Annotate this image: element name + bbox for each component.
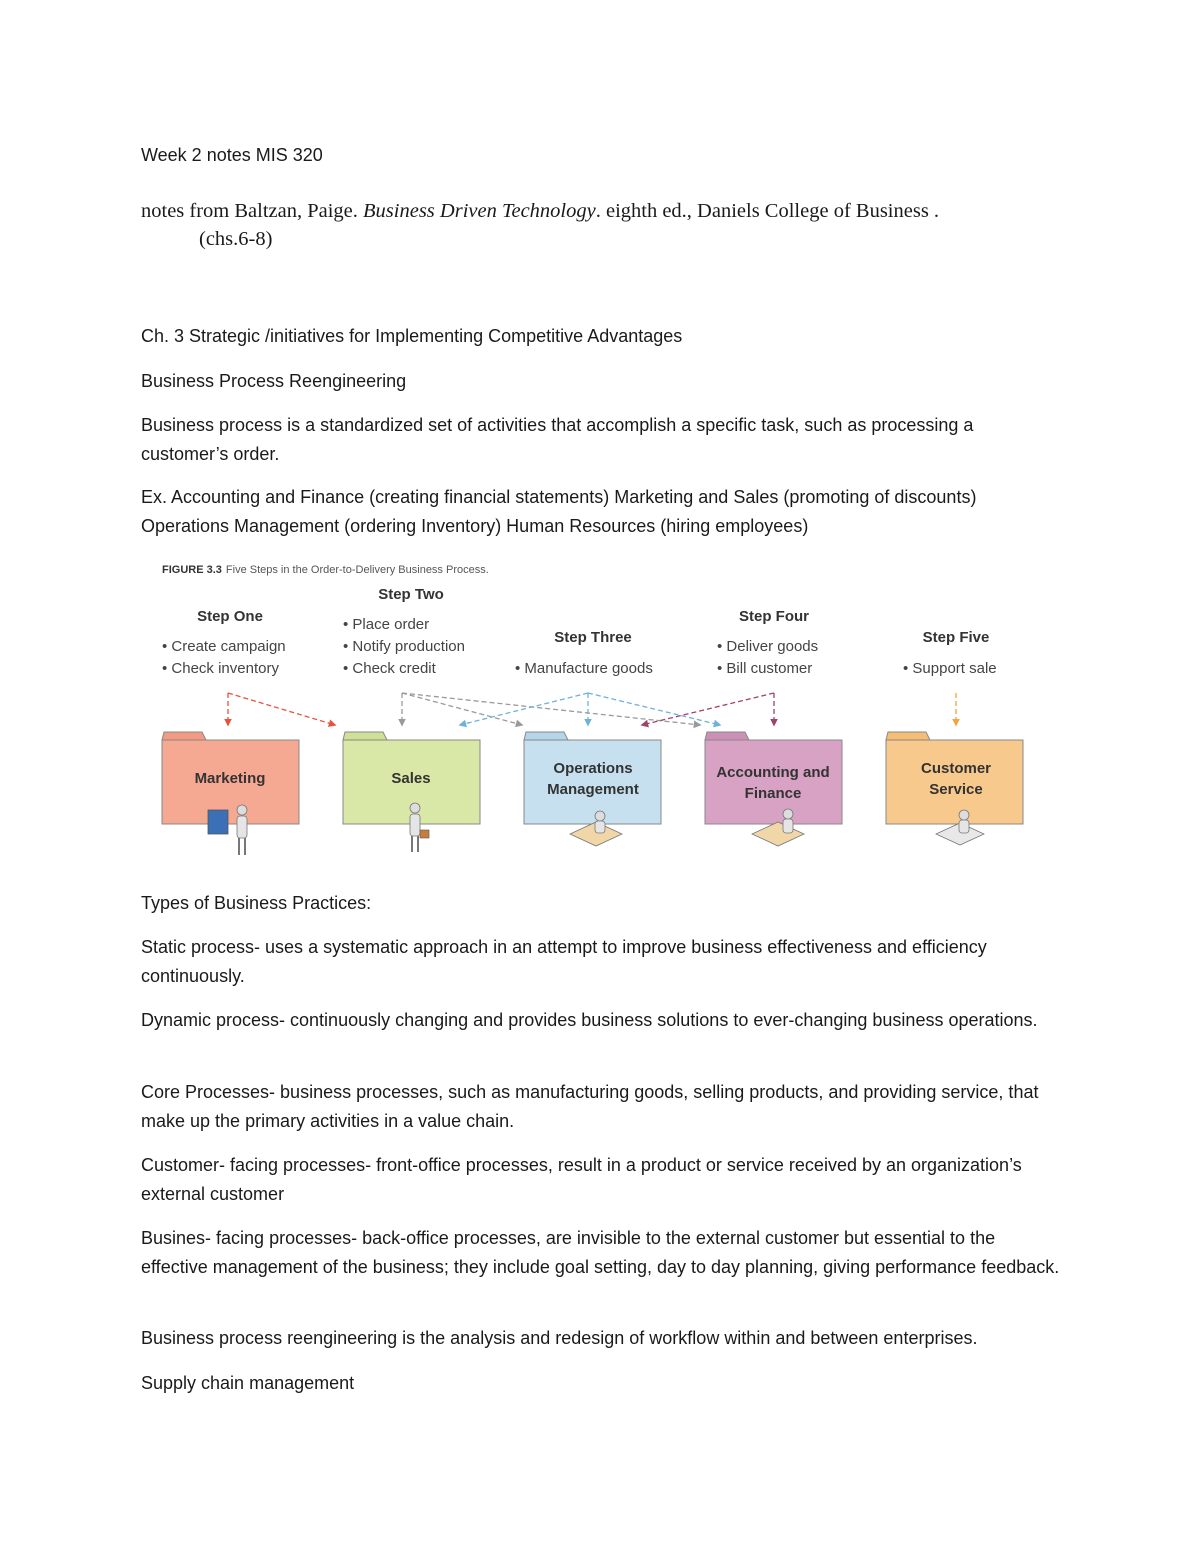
type-core-processes: Core Processes- business processes, such as manufacturing goods, selling products, and providing service, that make up the primary activities in a value chain. — [141, 1082, 1039, 1131]
arrow-step-four-to-operations — [642, 693, 774, 725]
citation-book-title: Business Driven Technology — [363, 200, 596, 222]
arrow-step-three-to-sales — [460, 693, 588, 725]
type-customer-facing-processes: Customer- facing processes- front-office processes, result in a product or service received by an organization’s external customer — [141, 1155, 1022, 1204]
arrow-step-one-to-sales — [228, 693, 335, 725]
citation — [141, 197, 1071, 253]
doc-heading: Week 2 notes MIS 320 — [141, 145, 323, 165]
bpr-definition: Business process reengineering is the analysis and redesign of workflow within and between enterprises. — [141, 1328, 978, 1348]
folder-marketing — [162, 732, 299, 855]
folder-accounting-label-line1: Accounting and — [716, 764, 830, 781]
step-three-bullet: • Manufacture goods — [515, 660, 653, 677]
step-five-title: Step Five — [922, 629, 990, 646]
step-three-title: Step Three — [554, 629, 632, 646]
step-two-bullet: • Notify production — [343, 638, 465, 655]
chapter-title: Ch. 3 Strategic /initiatives for Implementing Competitive Advantages — [141, 326, 683, 346]
step-four-bullet: • Deliver goods — [717, 638, 819, 655]
type-business-facing-processes: Busines- facing processes- back-office processes, are invisible to the external customer but essential to the effective management of the business; they include goal setting, day to day planning, giving performance feedback. — [141, 1228, 1060, 1277]
citation-prefix: notes from Baltzan, Paige. — [141, 200, 364, 222]
figure-caption — [162, 564, 489, 576]
citation-chapters: (chs.6-8) — [199, 228, 273, 250]
folder-customer-service-label-line2: Service — [929, 781, 983, 798]
folder-sales-label: Sales — [391, 770, 431, 787]
step-four-title: Step Four — [739, 608, 809, 625]
citation-suffix: . eighth ed., Daniels College of Business . — [595, 200, 940, 222]
figure-label: FIGURE 3.3 — [162, 564, 222, 576]
type-dynamic-process: Dynamic process- continuously changing and provides business solutions to ever-changing business operations. — [141, 1010, 1038, 1030]
arrow-step-two-to-accounting — [402, 693, 700, 725]
folder-operations-label-line1: Operations — [553, 760, 633, 777]
step-four-bullet: • Bill customer — [717, 660, 813, 677]
step-one-bullet: • Create campaign — [162, 638, 286, 655]
examples-paragraph: Ex. Accounting and Finance (creating financial statements) Marketing and Sales (promoting of discounts) Operations Management (ordering Inventory) Human Resources (hiring employees) — [141, 487, 977, 536]
type-static-process: Static process- uses a systematic approach in an attempt to improve business effectiveness and efficiency continuously. — [141, 937, 987, 986]
person-icon — [208, 805, 247, 855]
arrow-step-three-to-accounting — [588, 693, 720, 725]
section-title: Business Process Reengineering — [141, 371, 407, 391]
folder-marketing-label: Marketing — [194, 770, 266, 787]
definition-paragraph: Business process is a standardized set of activities that accomplish a specific task, such as processing a customer’s order. — [141, 415, 974, 464]
step-one-bullet: • Check inventory — [162, 660, 279, 677]
figure-caption-text: Five Steps in the Order-to-Delivery Business Process. — [225, 564, 489, 576]
folder-operations-label-line2: Management — [547, 781, 639, 798]
step-two-bullet: • Place order — [343, 616, 430, 633]
types-heading: Types of Business Practices: — [141, 893, 372, 913]
folder-operations — [524, 732, 661, 846]
supply-chain-heading: Supply chain management — [141, 1373, 355, 1393]
step-two-bullet: • Check credit — [343, 660, 436, 677]
arrow-step-two-to-operations — [402, 693, 522, 725]
folder-accounting — [705, 732, 842, 846]
folder-customer-service — [886, 732, 1023, 845]
step-five-bullet: • Support sale — [903, 660, 997, 677]
folder-sales — [343, 732, 480, 852]
step-two-title: Step Two — [378, 586, 444, 603]
folder-customer-service-label-line1: Customer — [920, 760, 992, 777]
folder-accounting-label-line2: Finance — [744, 785, 802, 802]
step-one-title: Step One — [197, 608, 263, 625]
order-to-delivery-figure — [160, 560, 1030, 860]
